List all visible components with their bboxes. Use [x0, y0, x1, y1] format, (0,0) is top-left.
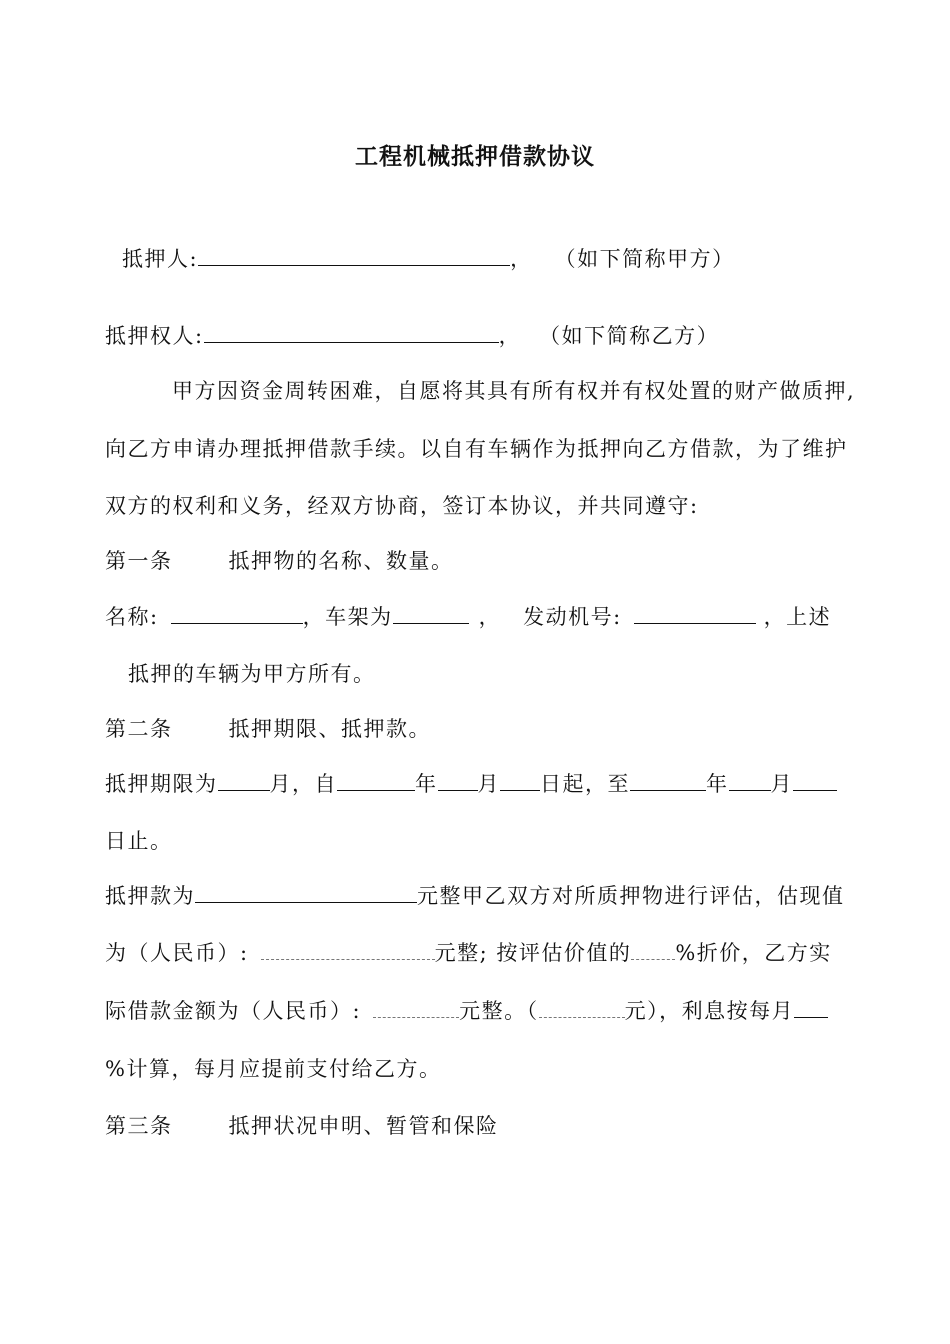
article-1-number: 第一条 [105, 549, 173, 573]
term-end-line: 日止。 [105, 829, 173, 853]
valuation-line [105, 937, 832, 967]
mortgagor-blank [198, 247, 510, 266]
interest-rate-blank [794, 999, 828, 1018]
end-year-blank [630, 772, 706, 791]
vehicle-name-label: 名称: [105, 605, 159, 629]
frame-blank [393, 605, 469, 624]
mortgagee-note: （如下简称乙方） [539, 324, 720, 348]
interest-text: 元），利息按每月 [624, 999, 795, 1023]
discount-text: %折价，乙方实 [675, 941, 832, 965]
engine-blank [634, 605, 756, 624]
article-3-number: 第三条 [105, 1114, 173, 1138]
engine-label: 发动机号: [523, 605, 622, 629]
end-year: 年 [706, 772, 729, 796]
vehicle-name-line [105, 601, 831, 631]
loan-text: 元整。（ [459, 999, 539, 1023]
interest-line: %计算，每月应提前支付给乙方。 [105, 1057, 442, 1081]
end-month-blank [729, 772, 771, 791]
end-month: 月 [770, 772, 793, 796]
start-year: 年 [415, 772, 438, 796]
term-label: 抵押期限为 [105, 772, 218, 796]
article-2-number: 第二条 [105, 717, 173, 741]
article-1-heading [105, 545, 454, 575]
amount-blank [195, 884, 417, 903]
article-1-title: 抵押物的名称、数量。 [228, 549, 454, 573]
term-months-blank [218, 772, 270, 791]
start-month: 月 [477, 772, 500, 796]
frame-label: ，车架为 [302, 605, 393, 629]
mortgagor-line [122, 243, 735, 273]
valuation-label: 为（人民币）: [105, 941, 249, 965]
vehicle-name-blank [171, 605, 303, 624]
mortgagee-blank [204, 324, 499, 343]
mortgagor-label: 抵押人: [122, 247, 199, 271]
amount-line [105, 880, 845, 910]
intro-line-2: 向乙方申请办理抵押借款手续。以自有车辆作为抵押向乙方借款，为了维护 [105, 437, 848, 461]
intro-line-1: 甲方因资金周转困难，自愿将其具有所有权并有权处置的财产做质押, [172, 379, 856, 403]
intro-line-3: 双方的权利和义务，经双方协商，签订本协议，并共同遵守: [105, 494, 699, 518]
vehicle-line-tail: ，上述 [763, 605, 832, 629]
start-month-blank [438, 772, 478, 791]
article-3-heading [105, 1110, 499, 1140]
document-title: 工程机械抵押借款协议 [355, 144, 595, 170]
loan-blank [373, 1001, 459, 1018]
loan-amount-blank [539, 1001, 625, 1018]
mortgagor-comma: ， [510, 247, 533, 271]
loan-line [105, 995, 828, 1025]
term-line [105, 768, 837, 798]
loan-label: 际借款金额为（人民币）: [105, 999, 362, 1023]
frame-comma: ， [478, 605, 502, 629]
valuation-text: 元整; 按评估价值的 [434, 941, 632, 965]
valuation-blank [261, 943, 435, 960]
end-day-blank [793, 772, 837, 791]
article-2-title: 抵押期限、抵押款。 [228, 717, 431, 741]
vehicle-owner-line: 抵押的车辆为甲方所有。 [128, 662, 376, 686]
mortgagee-comma: ， [498, 324, 522, 348]
amount-text: 元整甲乙双方对所质押物进行评估，估现值 [417, 884, 845, 908]
article-2-heading [105, 713, 431, 743]
amount-label: 抵押款为 [105, 884, 195, 908]
mortgagee-label: 抵押权人: [105, 324, 204, 348]
article-3-title: 抵押状况申明、暂管和保险 [228, 1114, 499, 1138]
mortgagor-note: （如下简称甲方） [554, 247, 735, 271]
start-day-blank [500, 772, 540, 791]
start-year-blank [337, 772, 415, 791]
term-to: 日起，至 [540, 772, 630, 796]
discount-blank [631, 943, 675, 960]
term-from: 月，自 [269, 772, 337, 796]
mortgagee-line [105, 320, 719, 350]
